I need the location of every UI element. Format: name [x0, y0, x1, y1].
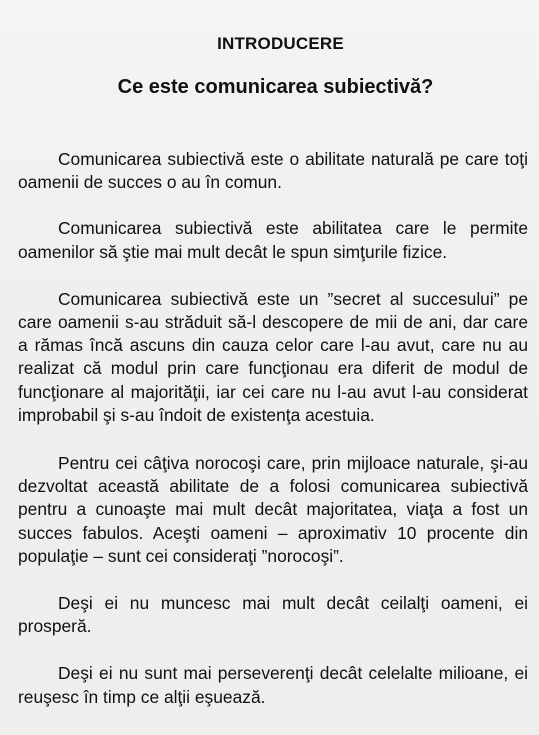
paragraph: Comunicarea subiectivă este o abilitate naturală pe care toţi oamenii de succes o au în comun.: [18, 149, 528, 193]
paragraph: Pentru cei câţiva norocoşi care, prin mijloace naturale, şi-au dezvoltat această abilitate de a folosi comunicarea subiectivă pentru a cunoaşte mai mult decât majoritatea, viaţa a fost un succes fabulos. Aceşti oameni – aproximativ 10 procente din populaţie – sunt cei consideraţi ”norocoşi”.: [18, 453, 528, 566]
body-text: [18, 148, 528, 733]
paragraph: Comunicarea subiectivă este abilitatea care le permite oamenilor să ştie mai mult decât le spun simţurile fizice.: [18, 218, 528, 262]
paragraph: Comunicarea subiectivă este un ”secret al succesului” pe care oamenii s-au străduit să-l descopere de mii de ani, dar care a rămas încă ascuns din cauza celor care l-au avut, care nu au realizat că modul prin care funcţionau era diferit de modul de funcţionare al majorităţii, iar cei care nu l-au avut l-au considerat improbabil şi s-au îndoit de existenţa acestuia.: [18, 288, 528, 425]
section-heading: INTRODUCERE: [217, 34, 344, 53]
page-title: Ce este comunicarea subiectivă?: [117, 76, 434, 98]
paragraph: Deşi ei nu sunt mai perseverenţi decât celelalte milioane, ei reuşesc în timp ce alţii eşuează.: [18, 663, 528, 707]
paragraph: Deşi ei nu muncesc mai mult decât ceilalţi oameni, ei prosperă.: [18, 593, 528, 637]
